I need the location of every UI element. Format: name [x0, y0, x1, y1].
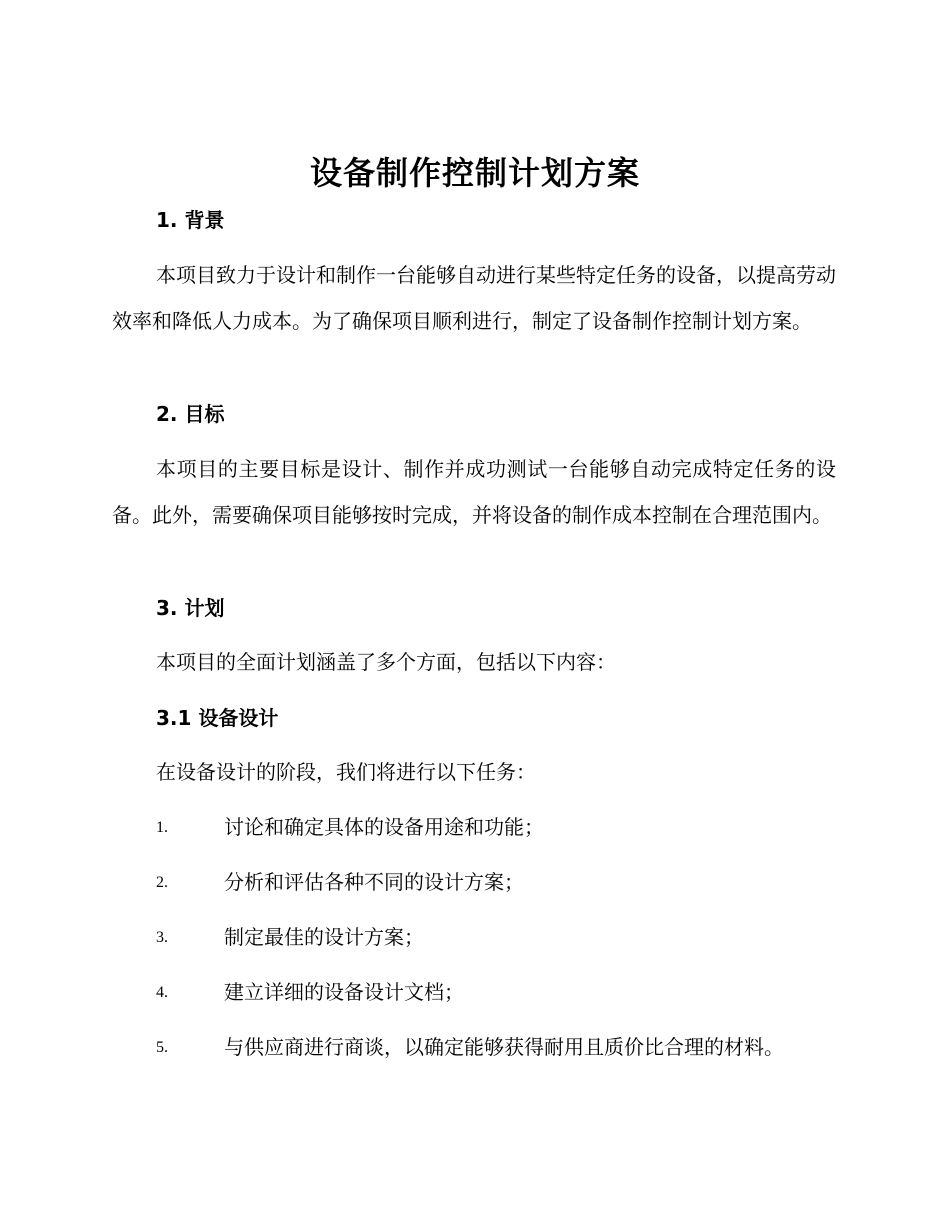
list-item-text: 讨论和确定具体的设备用途和功能；: [224, 815, 544, 839]
subsection-heading-device-design: 3.1 设备设计: [156, 706, 279, 730]
list-item-text: 分析和评估各种不同的设计方案；: [224, 870, 524, 894]
list-item-text: 建立详细的设备设计文档；: [224, 980, 464, 1004]
section-heading-background: 1. 背景: [156, 208, 225, 232]
section-heading-plan: 3. 计划: [156, 596, 225, 620]
section-paragraph-goal: 本项目的主要目标是设计、制作并成功测试一台能够自动完成特定任务的设备。此外，需要确保项目能够按时完成，并将设备的制作成本控制在合理范围内。: [112, 457, 836, 527]
list-item: [156, 813, 856, 841]
section-paragraph-plan: 本项目的全面计划涵盖了多个方面，包括以下内容：: [156, 650, 616, 674]
section-paragraph-background: 本项目致力于设计和制作一台能够自动进行某些特定任务的设备，以提高劳动效率和降低人力成本。为了确保项目顺利进行，制定了设备制作控制计划方案。: [112, 263, 836, 333]
list-item-number: 2.: [156, 874, 168, 891]
section-heading-goal: 2. 目标: [156, 402, 225, 426]
list-item: [156, 923, 856, 951]
list-item-number: 4.: [156, 984, 168, 1001]
list-item-number: 3.: [156, 929, 168, 946]
subsection-intro: 在设备设计的阶段，我们将进行以下任务：: [156, 760, 536, 784]
list-item: [156, 868, 856, 896]
list-item-text: 与供应商进行商谈，以确定能够获得耐用且质价比合理的材料。: [224, 1035, 784, 1059]
list-item-number: 5.: [156, 1039, 168, 1056]
list-item-text: 制定最佳的设计方案；: [224, 925, 424, 949]
list-item: [156, 978, 856, 1006]
list-item: [156, 1033, 856, 1061]
document-title: 设备制作控制计划方案: [309, 154, 640, 192]
list-item-number: 1.: [156, 819, 168, 836]
